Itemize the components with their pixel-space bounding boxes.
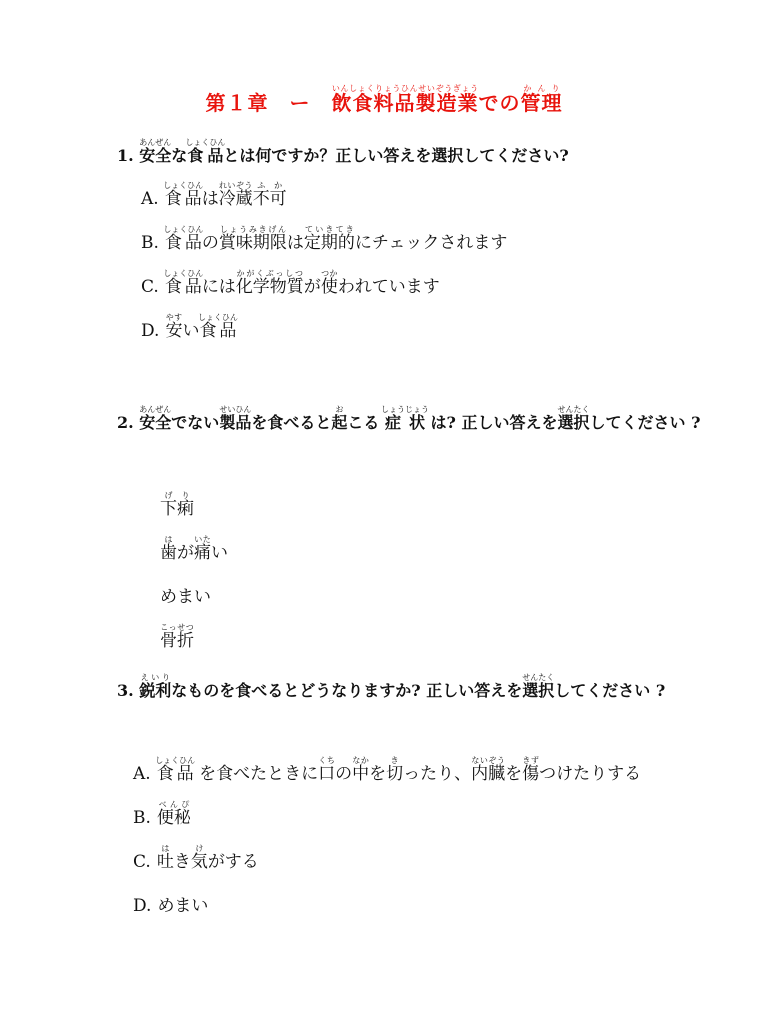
word-text: 吐 (156, 852, 174, 872)
furigana-reading: つか (320, 269, 338, 278)
furigana-word (194, 535, 211, 563)
word-text: 傷 (522, 764, 540, 784)
furigana-word (520, 84, 563, 115)
question-3 (117, 668, 727, 714)
furigana-word (235, 269, 304, 297)
furigana-reading: しょくひん (197, 313, 238, 322)
furigana-word (139, 673, 172, 700)
furigana-reading: なか (352, 756, 370, 765)
text-run: とは何ですか？正しい答えを選択してください? (223, 146, 569, 165)
text-run: がする (207, 852, 259, 872)
furigana-word (156, 844, 174, 872)
furigana-word (318, 756, 336, 784)
option-a (133, 752, 641, 796)
furigana-word (557, 405, 590, 432)
options-list (133, 752, 641, 928)
word-text: 選択 (557, 413, 590, 432)
option-text (160, 535, 228, 563)
furigana-word (331, 84, 479, 115)
word-text: 歯 (160, 543, 177, 563)
furigana-reading: やす (165, 313, 183, 322)
furigana-word (522, 756, 540, 784)
text-run: にチェックされます (354, 233, 508, 253)
furigana-reading: き (386, 756, 404, 765)
question-number: 2. (117, 413, 134, 432)
option-a (141, 177, 507, 221)
text-run: の (335, 764, 353, 784)
option-text (163, 181, 287, 209)
text-run: い (182, 321, 200, 341)
furigana-word (155, 756, 196, 784)
text-run: でない (171, 413, 220, 432)
furigana-reading: しょくひん (163, 269, 204, 278)
text-run: は (286, 233, 304, 253)
word-text: 食品 (163, 233, 204, 253)
question-text (139, 138, 569, 165)
text-run: は? 正しい答えを (424, 413, 558, 432)
word-text: 安 (165, 321, 183, 341)
furigana-reading: あんぜん (139, 138, 172, 147)
option-text (163, 225, 508, 253)
word-text: 安全 (139, 413, 172, 432)
furigana-word (352, 756, 370, 784)
word-text: 賞味期限 (218, 233, 287, 253)
option-d (141, 309, 507, 353)
furigana-word (219, 405, 252, 432)
option-2 (160, 531, 228, 575)
furigana-reading: しょうみきげん (218, 225, 287, 234)
word-text: 痛 (194, 543, 211, 563)
option-text (156, 844, 259, 872)
furigana-reading: しょうじょう (380, 405, 429, 414)
text-run: を食べると (251, 413, 332, 432)
option-d (133, 884, 641, 928)
word-text: 飲食料品製造業 (331, 91, 479, 115)
furigana-word (156, 800, 191, 828)
furigana-word (139, 405, 172, 432)
furigana-reading: せんたく (522, 673, 555, 682)
option-b (141, 221, 507, 265)
furigana-word (139, 138, 172, 165)
word-text: 製品 (219, 413, 252, 432)
furigana-reading: べんぴ (156, 800, 191, 809)
furigana-reading: け (190, 844, 208, 853)
text-run: な (171, 146, 188, 165)
furigana-reading: は (160, 535, 177, 544)
word-text: 下痢 (160, 499, 194, 519)
options-list (160, 487, 228, 663)
option-text (155, 756, 642, 784)
text-run: してください ? (554, 681, 666, 700)
word-text: 食品 (185, 146, 226, 165)
furigana-reading: くち (318, 756, 336, 765)
furigana-reading: かがくぶっしつ (235, 269, 304, 278)
furigana-reading: げり (160, 491, 194, 500)
word-text: 骨折 (160, 631, 194, 651)
furigana-word (218, 181, 253, 209)
text-run: ったり、 (403, 764, 472, 784)
text-run: つけたりする (539, 764, 642, 784)
option-label: D. (133, 896, 152, 916)
text-run: めまい (160, 587, 211, 607)
furigana-reading: れいぞう (218, 181, 253, 190)
chapter-title-text (331, 84, 563, 115)
furigana-reading: いた (194, 535, 211, 544)
furigana-word (163, 225, 204, 253)
word-text: 内臓 (471, 764, 506, 784)
text-run: い (211, 543, 228, 563)
text-run: なものを食べるとどうなりますか? 正しい答えを (171, 681, 523, 700)
furigana-word (197, 313, 238, 341)
word-text: 化学物質 (235, 277, 304, 297)
furigana-reading: ていきてき (303, 225, 355, 234)
options-list (141, 177, 507, 353)
text-run: は (201, 189, 219, 209)
word-text: 便秘 (156, 808, 191, 828)
furigana-word (190, 844, 208, 872)
word-text: 食品 (163, 189, 204, 209)
option-label: B. (133, 808, 151, 828)
word-text: 起 (331, 413, 348, 432)
text-run: には (201, 277, 236, 297)
option-label: A. (141, 189, 159, 209)
option-label: C. (133, 852, 151, 872)
furigana-reading: こっせつ (160, 623, 194, 632)
word-text: 冷蔵 (218, 189, 253, 209)
question-text (139, 405, 701, 432)
furigana-reading: は (156, 844, 174, 853)
furigana-word (160, 535, 177, 563)
furigana-reading: いんしょくりょうひんせいぞうぎょう (331, 84, 479, 93)
option-label: C. (141, 277, 159, 297)
furigana-reading: しょくひん (155, 756, 196, 765)
word-text: 切 (386, 764, 404, 784)
option-text (160, 623, 194, 651)
word-text: 安全 (139, 146, 172, 165)
furigana-reading: ないぞう (471, 756, 506, 765)
option-text (157, 896, 208, 916)
word-text: 鋭利 (139, 681, 172, 700)
furigana-reading: せんたく (557, 405, 590, 414)
option-text (163, 269, 440, 297)
text-run: の (201, 233, 219, 253)
furigana-reading: しょくひん (163, 225, 204, 234)
option-1 (160, 487, 228, 531)
option-text (160, 491, 194, 519)
furigana-word (165, 313, 183, 341)
furigana-word (163, 181, 204, 209)
furigana-reading: あんぜん (139, 405, 172, 414)
word-text: 管理 (520, 91, 563, 115)
furigana-reading: お (331, 405, 348, 414)
option-text (165, 313, 238, 341)
furigana-reading: しょくひん (163, 181, 204, 190)
furigana-word (386, 756, 404, 784)
option-label: B. (141, 233, 159, 253)
text-run: めまい (157, 896, 209, 916)
furigana-word (163, 269, 204, 297)
question-number: 3. (117, 681, 134, 700)
furigana-word (218, 225, 287, 253)
furigana-word (331, 405, 348, 432)
chapter-title (0, 84, 768, 122)
option-label: A. (133, 764, 151, 784)
word-text: 口 (318, 764, 336, 784)
furigana-word (303, 225, 355, 253)
furigana-word (380, 405, 429, 432)
furigana-reading: しょくひん (185, 138, 226, 147)
text-run: を (369, 764, 387, 784)
text-run: を食べたときに (193, 764, 319, 784)
option-3 (160, 575, 228, 619)
question-1 (117, 136, 727, 176)
option-text (156, 800, 191, 828)
option-text (160, 587, 211, 607)
furigana-word (522, 673, 555, 700)
furigana-reading: かんり (520, 84, 563, 93)
question-number: 1. (117, 146, 134, 165)
word-text: 食品 (163, 277, 204, 297)
option-c (141, 265, 507, 309)
word-text: 選択 (522, 681, 555, 700)
text-run: こる (347, 413, 385, 432)
furigana-word (471, 756, 506, 784)
text-run: き (173, 852, 191, 872)
text-run: が (177, 543, 194, 563)
furigana-word (252, 181, 287, 209)
furigana-reading: せいひん (219, 405, 252, 414)
word-text: 使 (320, 277, 338, 297)
furigana-reading: きず (522, 756, 540, 765)
furigana-word (185, 138, 226, 165)
furigana-word (320, 269, 338, 297)
chapter-title-prefix: 第１章 ー (205, 91, 332, 115)
furigana-word (160, 623, 194, 651)
question-text (139, 673, 666, 700)
word-text: 不可 (252, 189, 287, 209)
furigana-reading: ふか (252, 181, 287, 190)
word-text: 中 (352, 764, 370, 784)
furigana-reading: えいり (139, 673, 172, 682)
text-run: での (478, 91, 521, 115)
question-2 (117, 400, 727, 446)
option-b (133, 796, 641, 840)
word-text: 気 (190, 852, 208, 872)
text-run: われています (337, 277, 440, 297)
text-run: を (505, 764, 523, 784)
text-run: してください ? (589, 413, 701, 432)
option-label: D. (141, 321, 160, 341)
word-text: 食品 (197, 321, 238, 341)
text-run: が (303, 277, 321, 297)
word-text: 食品 (155, 764, 196, 784)
furigana-word (160, 491, 194, 519)
option-4 (160, 619, 228, 663)
option-c (133, 840, 641, 884)
word-text: 症状 (380, 413, 429, 432)
word-text: 定期的 (303, 233, 355, 253)
